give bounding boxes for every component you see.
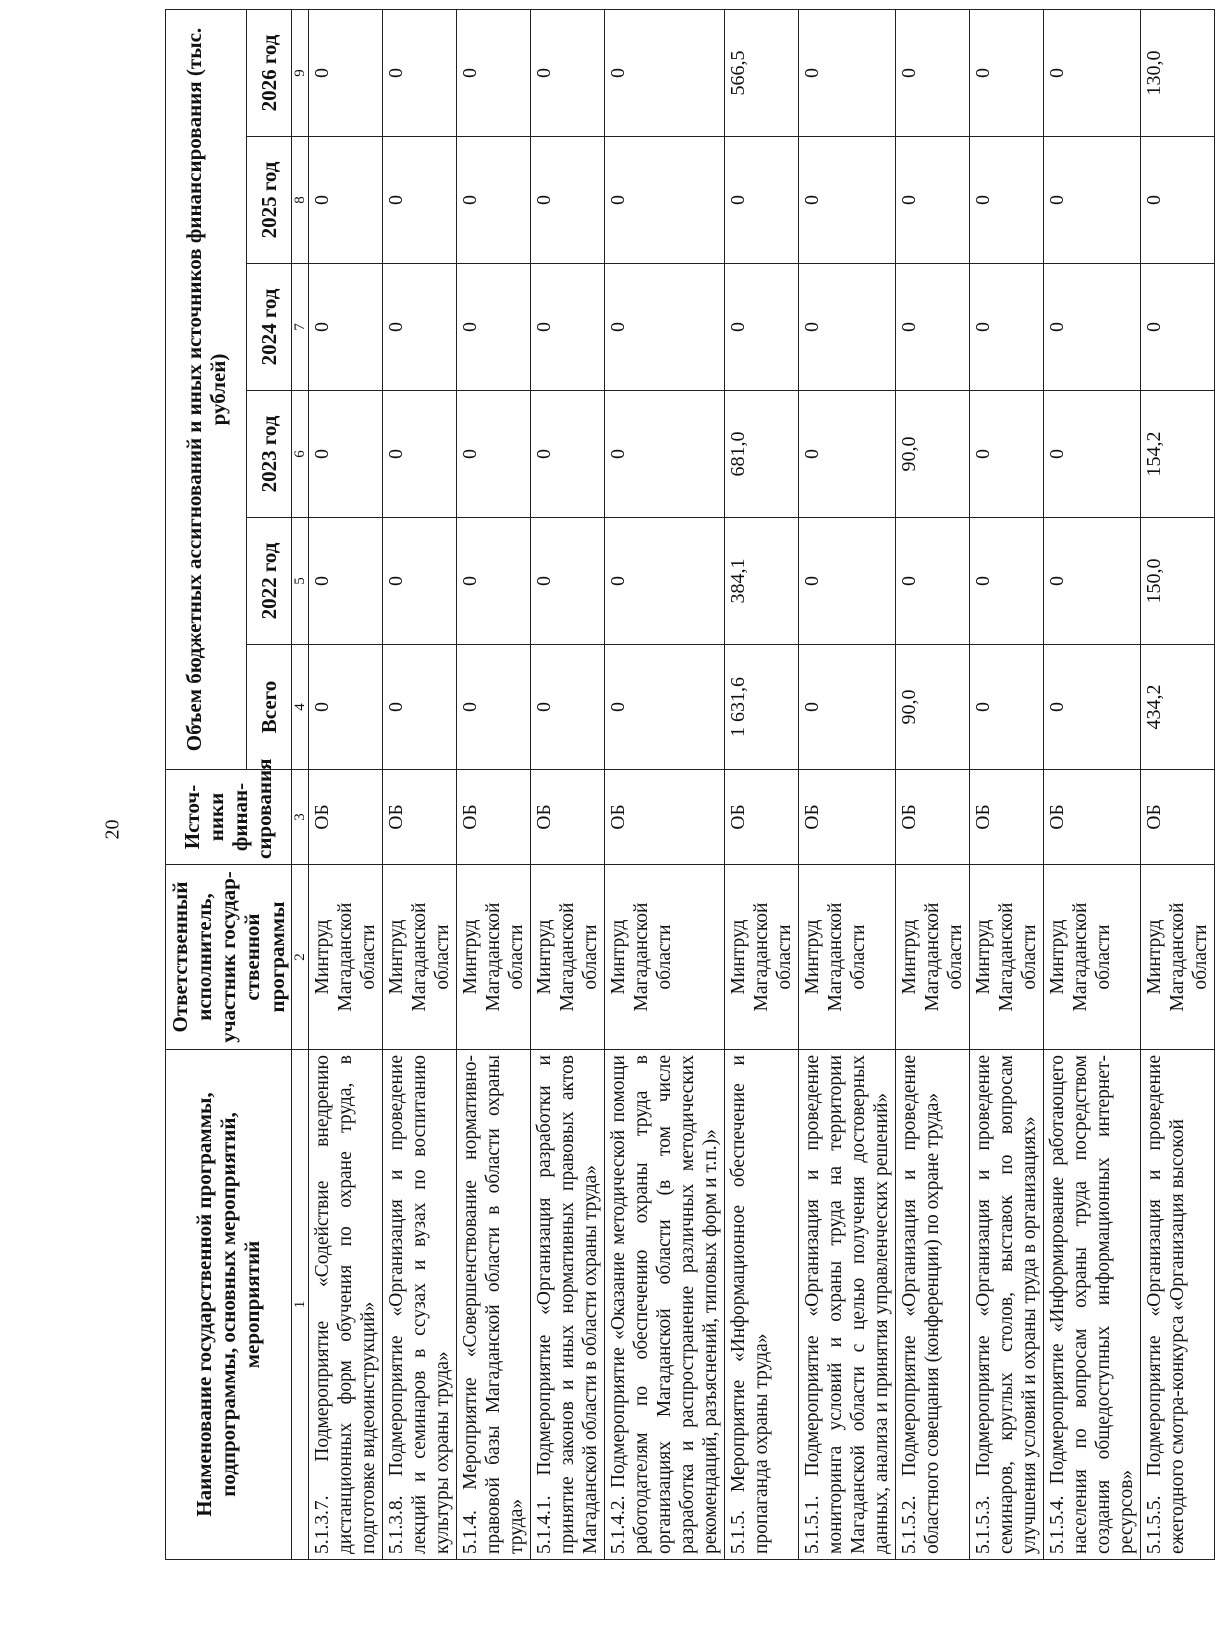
measure-name-cell: 5.1.5.5. Подмероприятие «Организация и проведение ежегодного смотра-конкурса «Организация высокой bbox=[1140, 1050, 1214, 1560]
header-year-2024: 2024 год bbox=[247, 264, 291, 391]
year-2026-cell: 0 bbox=[308, 10, 382, 137]
table-row bbox=[308, 10, 382, 1560]
year-2023-cell: 0 bbox=[604, 391, 724, 518]
year-2023-cell: 0 bbox=[382, 391, 456, 518]
year-2023-cell: 0 bbox=[1043, 391, 1140, 518]
executor-cell: Минтруд Магаданской области bbox=[530, 865, 604, 1050]
year-2026-cell: 130,0 bbox=[1140, 10, 1214, 137]
year-2024-cell: 0 bbox=[530, 264, 604, 391]
total-cell: 0 bbox=[530, 645, 604, 770]
year-2026-cell: 0 bbox=[456, 10, 530, 137]
year-2025-cell: 0 bbox=[798, 137, 895, 264]
table-row bbox=[724, 10, 798, 1560]
year-2023-cell: 681,0 bbox=[724, 391, 798, 518]
header-executor: Ответственный исполнитель, участник государ-ственной программы bbox=[166, 865, 292, 1050]
measure-name-cell: 5.1.5.1. Подмероприятие «Организация и проведение мониторинга условий и охраны труда на территории Магаданской области с целью получения достоверных данных, анализа и принятия управленческих решений» bbox=[798, 1050, 895, 1560]
total-cell: 0 bbox=[969, 645, 1043, 770]
year-2022-cell: 0 bbox=[798, 518, 895, 645]
column-number: 6 bbox=[291, 391, 308, 518]
year-2023-cell: 0 bbox=[308, 391, 382, 518]
column-number: 7 bbox=[291, 264, 308, 391]
table-row bbox=[382, 10, 456, 1560]
year-2025-cell: 0 bbox=[604, 137, 724, 264]
executor-cell: Минтруд Магаданской области bbox=[456, 865, 530, 1050]
header-year-2022: 2022 год bbox=[247, 518, 291, 645]
year-2024-cell: 0 bbox=[308, 264, 382, 391]
executor-cell: Минтруд Магаданской области bbox=[1043, 865, 1140, 1050]
year-2024-cell: 0 bbox=[724, 264, 798, 391]
column-number: 4 bbox=[291, 645, 308, 770]
header-total: Всего bbox=[247, 645, 291, 770]
rotated-table-container bbox=[165, 10, 1211, 1560]
total-cell: 0 bbox=[604, 645, 724, 770]
header-year-2026: 2026 год bbox=[247, 10, 291, 137]
table-row bbox=[456, 10, 530, 1560]
measure-name-cell: 5.1.4.1. Подмероприятие «Организация разработки и принятие законов и иных нормативных правовых актов Магаданской области в области охраны труда» bbox=[530, 1050, 604, 1560]
year-2024-cell: 0 bbox=[798, 264, 895, 391]
table-row bbox=[798, 10, 895, 1560]
page-number: 20 bbox=[101, 819, 124, 840]
year-2023-cell: 0 bbox=[530, 391, 604, 518]
year-2023-cell: 0 bbox=[798, 391, 895, 518]
source-cell: ОБ bbox=[456, 770, 530, 865]
source-cell: ОБ bbox=[382, 770, 456, 865]
executor-cell: Минтруд Магаданской области bbox=[798, 865, 895, 1050]
year-2025-cell: 0 bbox=[382, 137, 456, 264]
year-2024-cell: 0 bbox=[382, 264, 456, 391]
executor-cell: Минтруд Магаданской области bbox=[382, 865, 456, 1050]
year-2022-cell: 384,1 bbox=[724, 518, 798, 645]
year-2022-cell: 0 bbox=[1043, 518, 1140, 645]
measure-name-cell: 5.1.4. Мероприятие «Совершенствование нормативно-правовой базы Магаданской области в области охраны труда» bbox=[456, 1050, 530, 1560]
header-year-2023: 2023 год bbox=[247, 391, 291, 518]
year-2025-cell: 0 bbox=[1140, 137, 1214, 264]
header-year-2025: 2025 год bbox=[247, 137, 291, 264]
year-2026-cell: 0 bbox=[798, 10, 895, 137]
table-row bbox=[1043, 10, 1140, 1560]
table-header bbox=[166, 10, 309, 1560]
header-financing-group: Объем бюджетных ассигнований и иных источников финансирования (тыс. рублей) bbox=[166, 10, 247, 770]
column-number: 9 bbox=[291, 10, 308, 137]
year-2024-cell: 0 bbox=[604, 264, 724, 391]
column-number: 5 bbox=[291, 518, 308, 645]
total-cell: 0 bbox=[382, 645, 456, 770]
year-2024-cell: 0 bbox=[969, 264, 1043, 391]
column-number: 2 bbox=[291, 865, 308, 1050]
year-2022-cell: 0 bbox=[308, 518, 382, 645]
total-cell: 434,2 bbox=[1140, 645, 1214, 770]
year-2026-cell: 0 bbox=[604, 10, 724, 137]
measure-name-cell: 5.1.4.2. Подмероприятие «Оказание методической помощи работодателям по обеспечению охраны труда в организациях Магаданской области (в том числе разработка и распространение различных методических рекомендаций, разъяснений, типовых форм и т.п.)» bbox=[604, 1050, 724, 1560]
year-2024-cell: 0 bbox=[895, 264, 969, 391]
column-number: 8 bbox=[291, 137, 308, 264]
source-cell: ОБ bbox=[895, 770, 969, 865]
year-2022-cell: 0 bbox=[969, 518, 1043, 645]
year-2025-cell: 0 bbox=[308, 137, 382, 264]
year-2025-cell: 0 bbox=[1043, 137, 1140, 264]
year-2023-cell: 0 bbox=[456, 391, 530, 518]
source-cell: ОБ bbox=[308, 770, 382, 865]
year-2023-cell: 154,2 bbox=[1140, 391, 1214, 518]
total-cell: 0 bbox=[456, 645, 530, 770]
table-body bbox=[308, 10, 1214, 1560]
total-cell: 1 631,6 bbox=[724, 645, 798, 770]
year-2025-cell: 0 bbox=[456, 137, 530, 264]
column-number-row bbox=[291, 10, 308, 1560]
year-2024-cell: 0 bbox=[1140, 264, 1214, 391]
total-cell: 0 bbox=[1043, 645, 1140, 770]
source-cell: ОБ bbox=[604, 770, 724, 865]
source-cell: ОБ bbox=[530, 770, 604, 865]
total-cell: 0 bbox=[308, 645, 382, 770]
source-cell: ОБ bbox=[724, 770, 798, 865]
year-2025-cell: 0 bbox=[895, 137, 969, 264]
column-number: 1 bbox=[291, 1050, 308, 1560]
year-2026-cell: 0 bbox=[969, 10, 1043, 137]
year-2026-cell: 0 bbox=[895, 10, 969, 137]
total-cell: 90,0 bbox=[895, 645, 969, 770]
year-2024-cell: 0 bbox=[1043, 264, 1140, 391]
measure-name-cell: 5.1.3.7. Подмероприятие «Содействие внедрению дистанционных форм обучения по охране труда, в подготовке видеоинструкций» bbox=[308, 1050, 382, 1560]
executor-cell: Минтруд Магаданской области bbox=[969, 865, 1043, 1050]
year-2022-cell: 0 bbox=[456, 518, 530, 645]
year-2022-cell: 150,0 bbox=[1140, 518, 1214, 645]
year-2022-cell: 0 bbox=[530, 518, 604, 645]
year-2024-cell: 0 bbox=[456, 264, 530, 391]
year-2026-cell: 566,5 bbox=[724, 10, 798, 137]
year-2022-cell: 0 bbox=[895, 518, 969, 645]
source-cell: ОБ bbox=[798, 770, 895, 865]
measure-name-cell: 5.1.5. Мероприятие «Информационное обеспечение и пропаганда охраны труда» bbox=[724, 1050, 798, 1560]
source-cell: ОБ bbox=[1140, 770, 1214, 865]
year-2022-cell: 0 bbox=[604, 518, 724, 645]
executor-cell: Минтруд Магаданской области bbox=[308, 865, 382, 1050]
table-row bbox=[530, 10, 604, 1560]
measure-name-cell: 5.1.5.3. Подмероприятие «Организация и проведение семинаров, круглых столов, выставок по вопросам улучшения условий и охраны труда в организациях» bbox=[969, 1050, 1043, 1560]
table-row bbox=[604, 10, 724, 1560]
measure-name-cell: 5.1.3.8. Подмероприятие «Организация и проведение лекций и семинаров в ссузах и вузах по воспитанию культуры охраны труда» bbox=[382, 1050, 456, 1560]
executor-cell: Минтруд Магаданской области bbox=[895, 865, 969, 1050]
year-2025-cell: 0 bbox=[969, 137, 1043, 264]
financing-table bbox=[165, 9, 1215, 1560]
table-row bbox=[969, 10, 1043, 1560]
year-2026-cell: 0 bbox=[530, 10, 604, 137]
column-number: 3 bbox=[291, 770, 308, 865]
table-row bbox=[1140, 10, 1214, 1560]
measure-name-cell: 5.1.5.2. Подмероприятие «Организация и проведение областного совещания (конференции) по охране труда» bbox=[895, 1050, 969, 1560]
header-source: Источ-ники финан-сирования bbox=[166, 770, 292, 865]
source-cell: ОБ bbox=[1043, 770, 1140, 865]
measure-name-cell: 5.1.5.4. Подмероприятие «Информирование работающего населения по вопросам охраны труда посредством создания общедоступных информационных интернет-ресурсов» bbox=[1043, 1050, 1140, 1560]
year-2026-cell: 0 bbox=[1043, 10, 1140, 137]
year-2025-cell: 0 bbox=[724, 137, 798, 264]
executor-cell: Минтруд Магаданской области bbox=[1140, 865, 1214, 1050]
source-cell: ОБ bbox=[969, 770, 1043, 865]
executor-cell: Минтруд Магаданской области bbox=[604, 865, 724, 1050]
year-2023-cell: 90,0 bbox=[895, 391, 969, 518]
total-cell: 0 bbox=[798, 645, 895, 770]
year-2025-cell: 0 bbox=[530, 137, 604, 264]
year-2026-cell: 0 bbox=[382, 10, 456, 137]
year-2023-cell: 0 bbox=[969, 391, 1043, 518]
table-row bbox=[895, 10, 969, 1560]
executor-cell: Минтруд Магаданской области bbox=[724, 865, 798, 1050]
header-name: Наименование государственной программы, подпрограммы, основных мероприятий, мероприятий bbox=[166, 1050, 292, 1560]
year-2022-cell: 0 bbox=[382, 518, 456, 645]
